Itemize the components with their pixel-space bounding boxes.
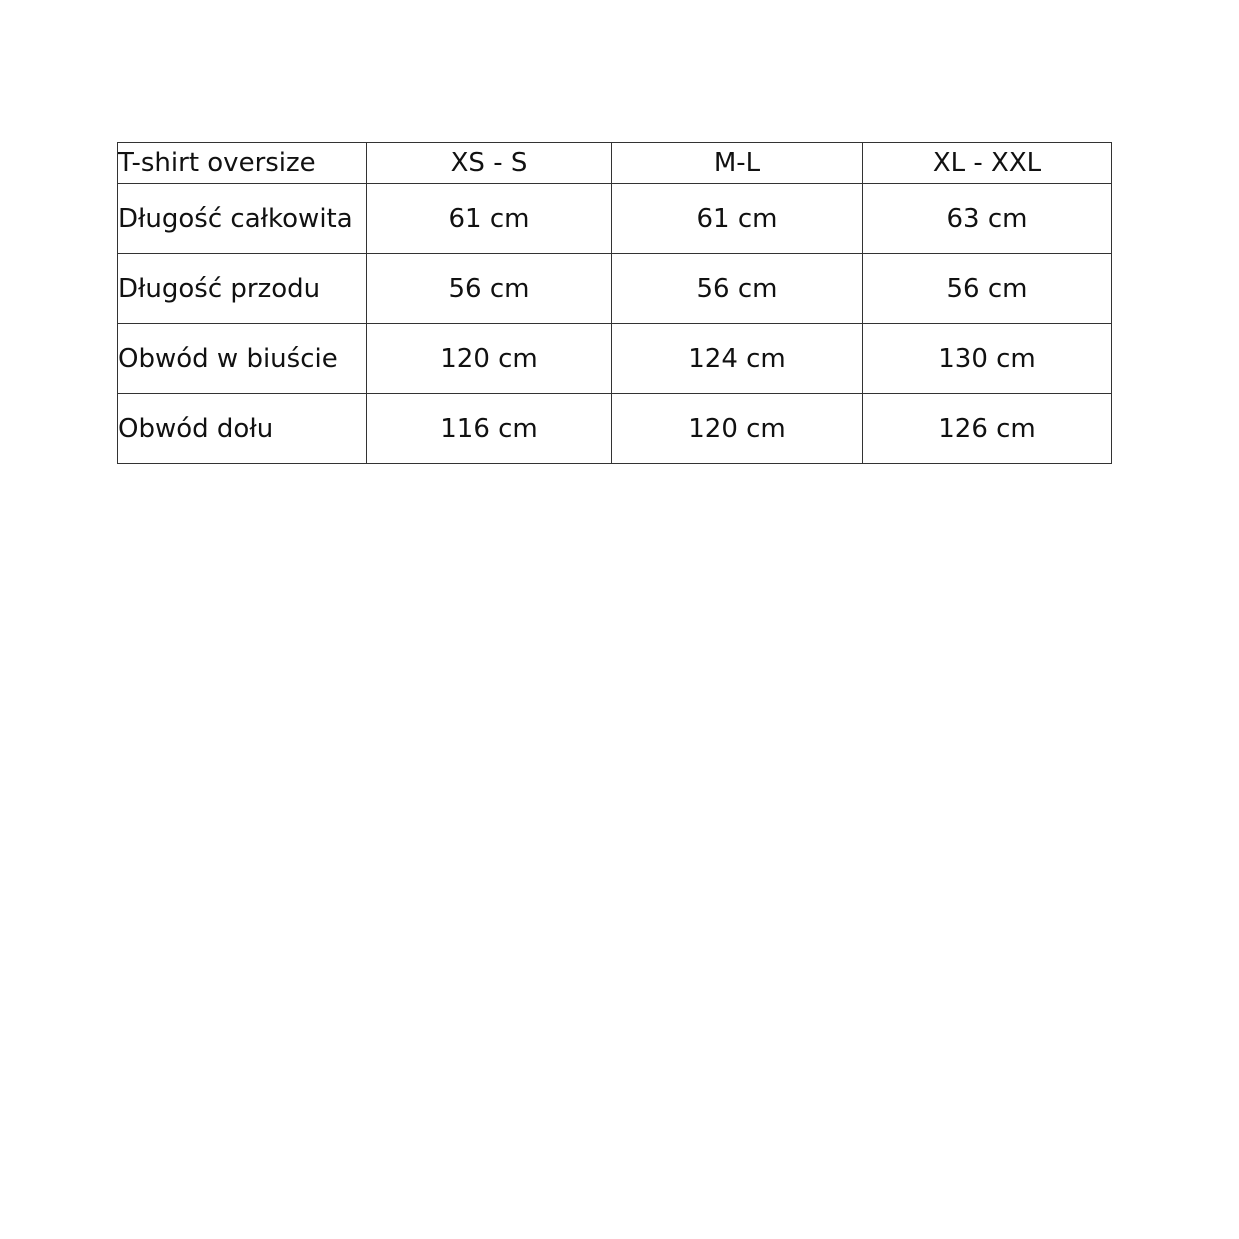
measurement-cell: 61 cm xyxy=(612,184,863,254)
measurement-cell: 63 cm xyxy=(863,184,1112,254)
size-chart-table xyxy=(117,142,1112,464)
row-label: Obwód w biuście xyxy=(118,324,367,394)
measurement-cell: 120 cm xyxy=(367,324,612,394)
size-column-header-xl-xxl: XL - XXL xyxy=(863,143,1112,184)
size-column-header-xs-s: XS - S xyxy=(367,143,612,184)
measurement-cell: 61 cm xyxy=(367,184,612,254)
measurement-cell: 120 cm xyxy=(612,394,863,464)
table-row-front-length xyxy=(118,254,1112,324)
size-column-header-m-l: M-L xyxy=(612,143,863,184)
measurement-cell: 130 cm xyxy=(863,324,1112,394)
table-row-bust-circumference xyxy=(118,324,1112,394)
product-title-cell: T-shirt oversize xyxy=(118,143,367,184)
measurement-cell: 56 cm xyxy=(367,254,612,324)
measurement-cell: 126 cm xyxy=(863,394,1112,464)
measurement-cell: 116 cm xyxy=(367,394,612,464)
row-label: Obwód dołu xyxy=(118,394,367,464)
header-row xyxy=(118,143,1112,184)
table-row-total-length xyxy=(118,184,1112,254)
measurement-cell: 56 cm xyxy=(612,254,863,324)
row-label: Długość całkowita xyxy=(118,184,367,254)
table-row-bottom-circumference xyxy=(118,394,1112,464)
measurement-cell: 56 cm xyxy=(863,254,1112,324)
row-label: Długość przodu xyxy=(118,254,367,324)
measurement-cell: 124 cm xyxy=(612,324,863,394)
